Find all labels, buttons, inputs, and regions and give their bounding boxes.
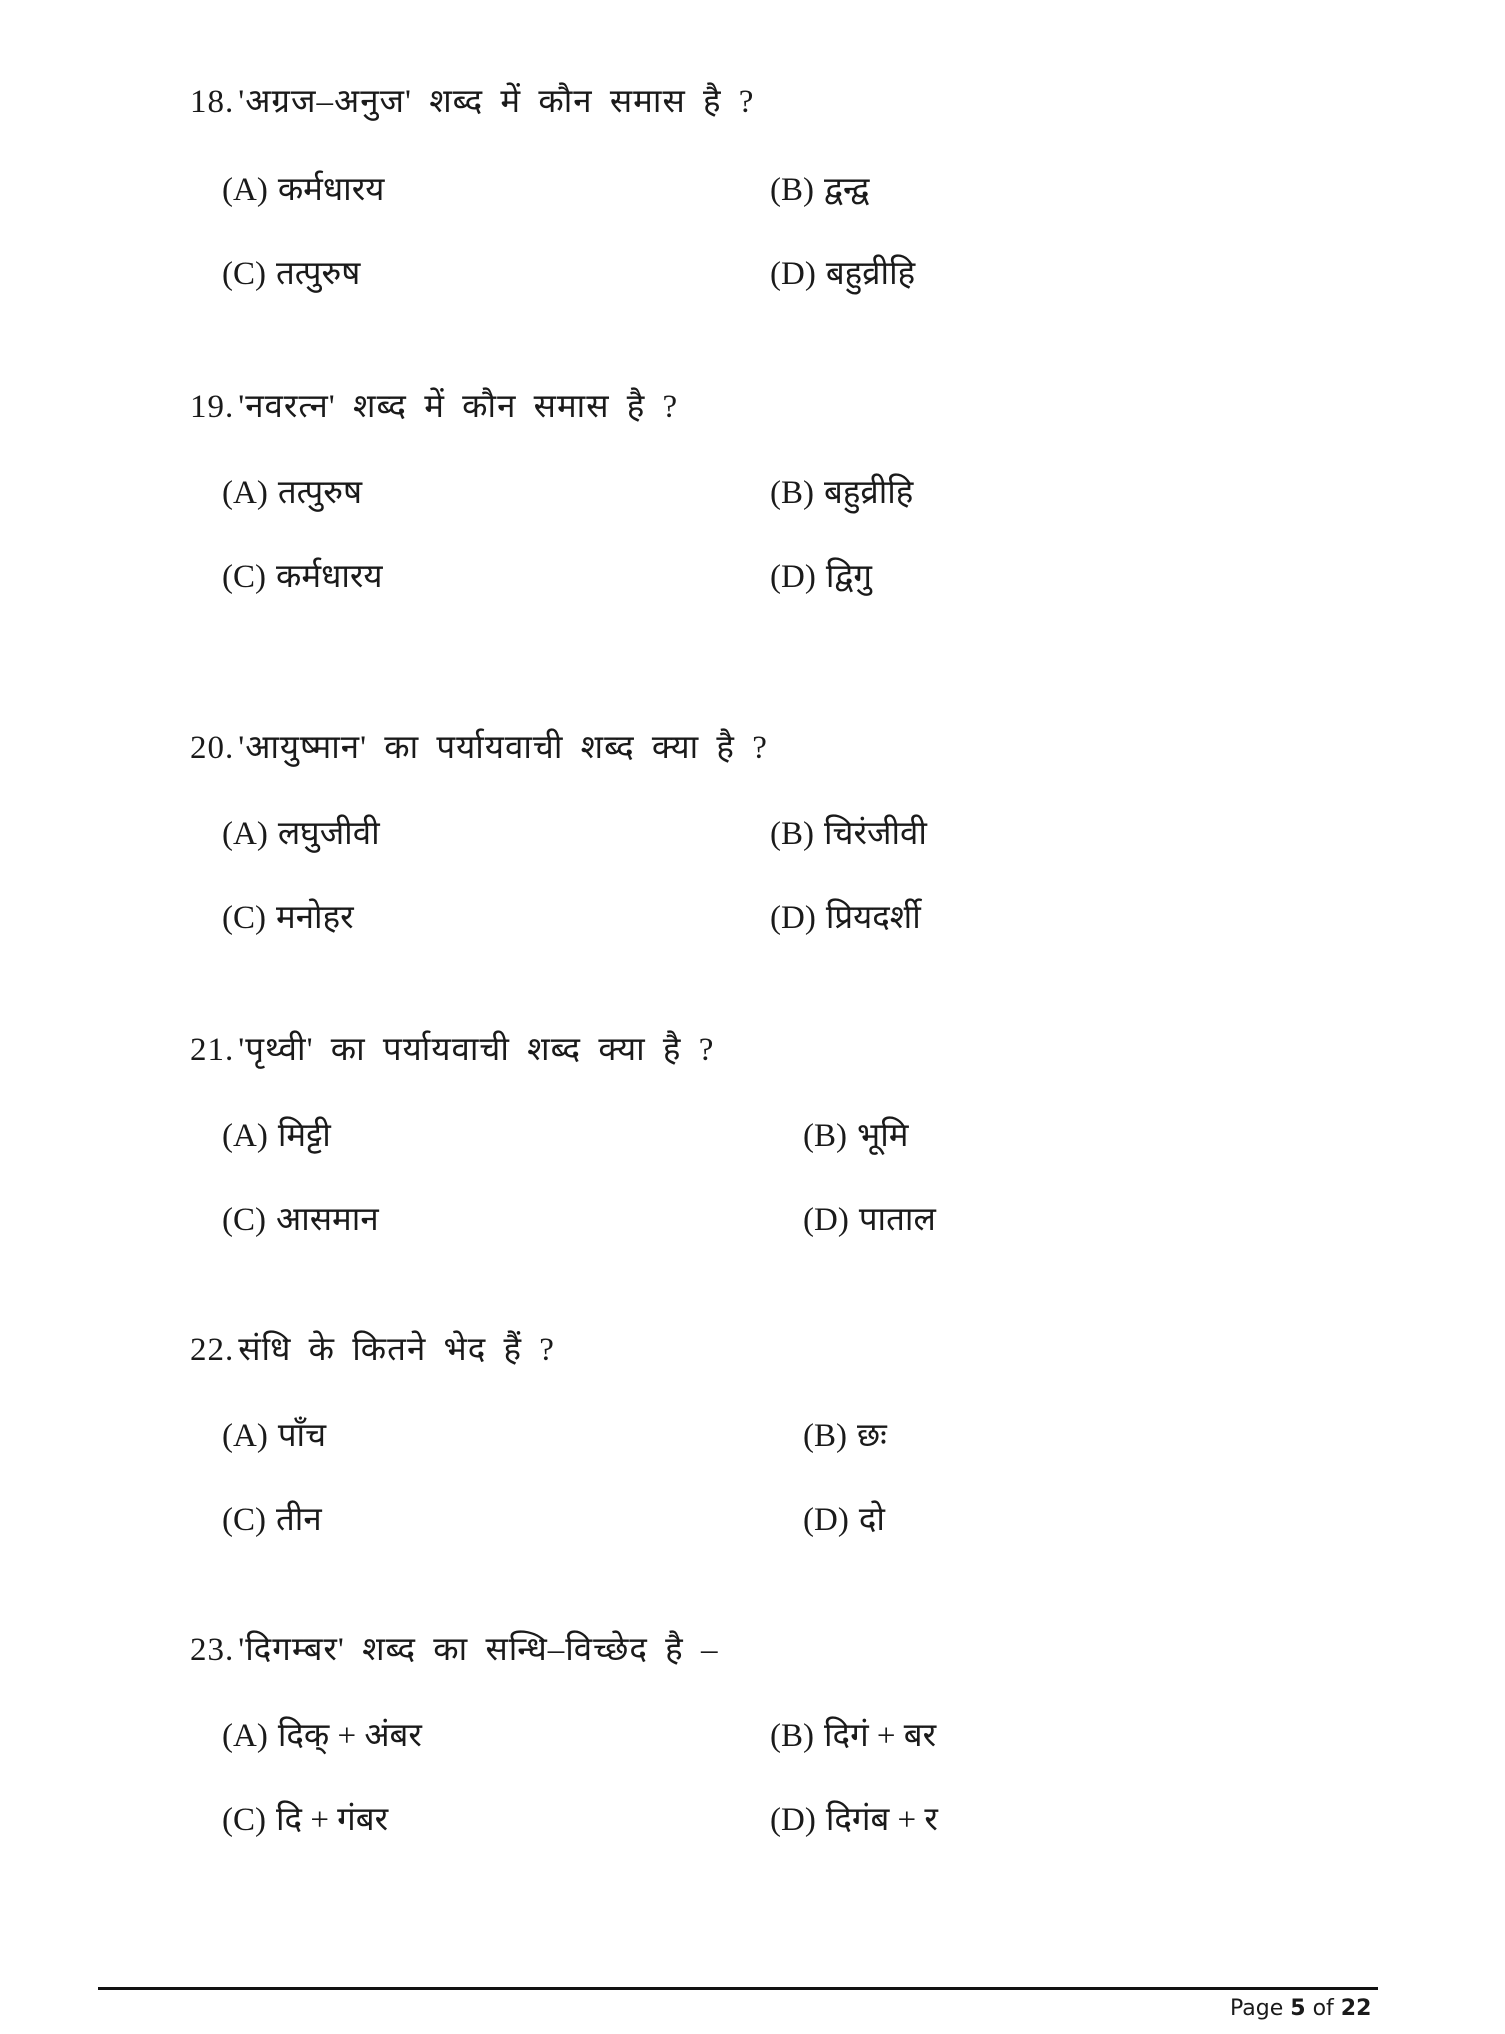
option-text: दिगंब + र [825, 1802, 938, 1838]
option-text: लघुजीवी [277, 816, 380, 852]
option-text: बहुव्रीहि [825, 256, 916, 292]
question-number: 18. [190, 84, 235, 120]
option-letter: (C) [222, 1202, 266, 1238]
option-d [803, 1498, 885, 1542]
option-text: छः [857, 1418, 887, 1454]
current-page: 5 [1290, 1996, 1306, 2021]
option-letter: (D) [803, 1502, 849, 1538]
page-number [1230, 1996, 1371, 2021]
question-number: 20. [190, 730, 235, 766]
option-text: पाताल [858, 1202, 936, 1238]
option-text: बहुव्रीहि [824, 475, 914, 511]
option-c [222, 1498, 322, 1542]
option-letter: (C) [222, 900, 266, 936]
option-a [222, 168, 384, 212]
option-b [770, 812, 927, 856]
option-a [222, 1714, 422, 1758]
option-letter: (C) [222, 1802, 266, 1838]
question-number: 22. [190, 1332, 235, 1368]
question-text [190, 726, 768, 770]
option-d [770, 555, 872, 599]
option-c [222, 896, 354, 940]
option-text: भूमि [857, 1118, 909, 1154]
option-letter: (B) [770, 1718, 814, 1754]
question-text [190, 1628, 718, 1672]
option-letter: (B) [803, 1118, 847, 1154]
option-b [770, 471, 913, 515]
question-number: 19. [190, 389, 235, 425]
option-text: मिट्टी [277, 1118, 331, 1154]
option-c [222, 252, 360, 296]
option-letter: (B) [770, 816, 814, 852]
question-stem: 'अग्रज–अनुज' शब्द में कौन समास है ? [238, 84, 755, 120]
option-text: आसमान [276, 1202, 379, 1238]
option-text: तत्पुरुष [277, 475, 363, 511]
option-text: द्विगु [825, 559, 872, 595]
question-text [190, 80, 754, 124]
option-b [770, 168, 869, 212]
question-text [190, 1028, 714, 1072]
option-letter: (D) [803, 1202, 849, 1238]
option-text: कर्मधारय [276, 559, 383, 595]
page-label: Page [1230, 1996, 1284, 2021]
option-letter: (D) [770, 1802, 816, 1838]
option-a [222, 471, 362, 515]
option-text: दि + गंबर [276, 1802, 389, 1838]
option-letter: (B) [770, 172, 814, 208]
option-letter: (C) [222, 256, 266, 292]
option-d [770, 896, 921, 940]
question-text [190, 1328, 555, 1372]
option-a [222, 1114, 331, 1158]
option-text: दिक् + अंबर [277, 1718, 422, 1754]
option-c [222, 555, 383, 599]
question-text [190, 385, 678, 429]
option-d [803, 1198, 936, 1242]
option-b [803, 1114, 908, 1158]
question-stem: 'दिगम्बर' शब्द का सन्धि–विच्छेद है – [238, 1632, 719, 1668]
option-b [803, 1414, 887, 1458]
option-letter: (D) [770, 256, 816, 292]
question-stem: 'नवरत्न' शब्द में कौन समास है ? [238, 389, 679, 425]
option-text: दो [858, 1502, 885, 1538]
option-letter: (B) [770, 475, 814, 511]
question-stem: संधि के कितने भेद हैं ? [238, 1332, 555, 1368]
option-letter: (A) [222, 172, 268, 208]
option-a [222, 812, 380, 856]
option-letter: (C) [222, 1502, 266, 1538]
option-c [222, 1198, 379, 1242]
option-letter: (A) [222, 1718, 268, 1754]
footer-divider [98, 1987, 1378, 1990]
of-label: of [1312, 1996, 1334, 2021]
option-d [770, 252, 915, 296]
option-c [222, 1798, 388, 1842]
question-stem: 'पृथ्वी' का पर्यायवाची शब्द क्या है ? [238, 1032, 715, 1068]
option-text: दिगं + बर [824, 1718, 937, 1754]
option-letter: (C) [222, 559, 266, 595]
question-number: 23. [190, 1632, 235, 1668]
option-text: कर्मधारय [277, 172, 385, 208]
option-letter: (A) [222, 1418, 268, 1454]
option-text: पाँच [277, 1418, 327, 1454]
option-text: तत्पुरुष [276, 256, 361, 292]
option-letter: (A) [222, 475, 268, 511]
option-d [770, 1798, 938, 1842]
total-pages: 22 [1340, 1996, 1372, 2021]
question-stem: 'आयुष्मान' का पर्यायवाची शब्द क्या है ? [238, 730, 768, 766]
option-letter: (B) [803, 1418, 847, 1454]
question-number: 21. [190, 1032, 235, 1068]
option-letter: (D) [770, 900, 816, 936]
option-letter: (A) [222, 816, 268, 852]
option-b [770, 1714, 936, 1758]
option-letter: (A) [222, 1118, 268, 1154]
option-text: प्रियदर्शी [825, 900, 921, 936]
option-a [222, 1414, 326, 1458]
option-text: चिरंजीवी [824, 816, 927, 852]
option-text: मनोहर [276, 900, 354, 936]
option-letter: (D) [770, 559, 816, 595]
option-text: तीन [276, 1502, 322, 1538]
option-text: द्वन्द्व [824, 172, 870, 208]
